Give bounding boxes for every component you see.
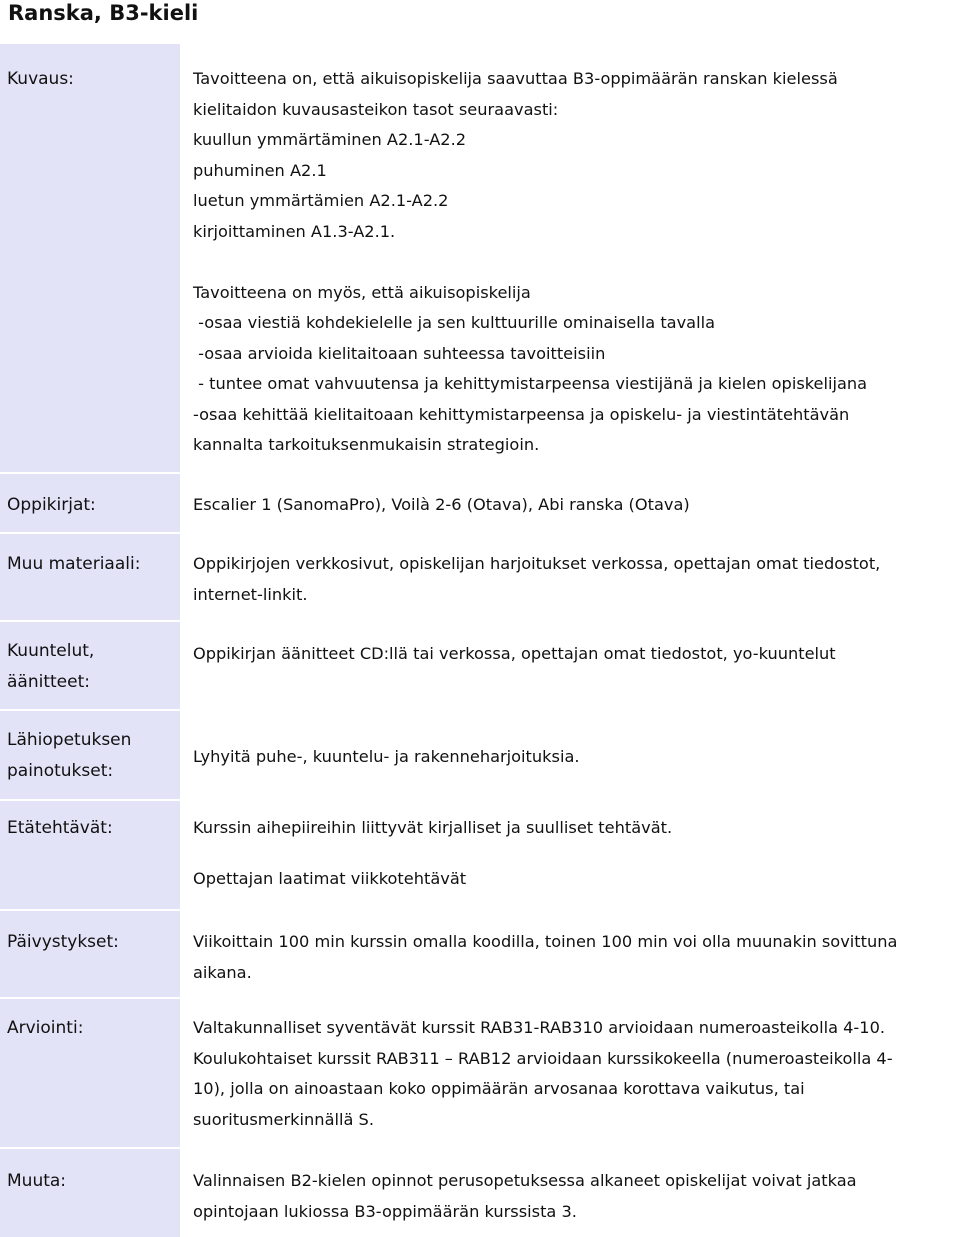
text-line: -osaa viestiä kohdekielelle ja sen kulttuurille ominaisella tavalla <box>193 313 716 332</box>
label-lahiopetus <box>0 711 180 799</box>
label-text: Kuuntelut, <box>7 641 95 661</box>
text-line: kirjoittaminen A1.3-A2.1. <box>193 221 396 241</box>
text-line: Oppikirjojen verkkosivut, opiskelijan harjoitukset verkossa, opettajan omat tiedostot, <box>193 554 881 573</box>
text-line: kuullun ymmärtäminen A2.1-A2.2 <box>193 130 467 149</box>
text-line: Tavoitteena on, että aikuisopiskelija saavuttaa B3-oppimäärän ranskan kielessä <box>193 69 838 88</box>
text-line: Koulukohtaiset kurssit RAB311 – RAB12 arvioidaan kurssikokeella (numeroasteikolla 4- <box>193 1048 893 1068</box>
text-line: Opettajan laatimat viikkotehtävät <box>193 868 467 888</box>
label-text: äänitteet: <box>7 671 90 692</box>
text-line: kielitaidon kuvausasteikon tasot seuraavasti: <box>193 99 559 119</box>
text-line: Viikoittain 100 min kurssin omalla koodilla, toinen 100 min voi olla muunakin sovittuna <box>193 932 898 951</box>
text-line: luetun ymmärtämien A2.1-A2.2 <box>193 191 449 210</box>
text-line: puhuminen A2.1 <box>193 160 327 180</box>
label-text: painotukset: <box>7 760 114 781</box>
row-arviointi <box>0 997 960 1147</box>
label-paivystykset <box>0 911 180 997</box>
content-kuuntelut <box>180 622 960 709</box>
content-muuta <box>180 1149 960 1237</box>
text-line: Kurssin aihepiireihin liittyvät kirjalliset ja suulliset tehtävät. <box>193 818 673 837</box>
course-info-table <box>0 44 960 1237</box>
text-line: Valinnaisen B2-kielen opinnot perusopetuksessa alkaneet opiskelijat voivat jatkaa <box>193 1171 857 1190</box>
text-line: -osaa arvioida kielitaitoaan suhteessa tavoitteisiin <box>193 343 606 363</box>
text-line: Oppikirjan äänitteet CD:llä tai verkossa, opettajan omat tiedostot, yo-kuuntelut <box>193 644 836 663</box>
content-kuvaus <box>180 44 960 472</box>
label-text: Muu materiaali: <box>7 554 141 574</box>
label-text: Arviointi: <box>7 1018 84 1038</box>
label-muu-materiaali <box>0 534 180 620</box>
text-line: aikana. <box>193 962 252 982</box>
text-line: 10), jolla on ainoastaan koko oppimäärän arvosanaa korottava vaikutus, tai <box>193 1079 805 1098</box>
label-text: Muuta: <box>7 1171 67 1191</box>
label-text: Päivystykset: <box>7 932 119 952</box>
page-title: Ranska, B3-kieli <box>8 1 199 25</box>
row-paivystykset <box>0 909 960 997</box>
content-paivystykset <box>180 911 960 997</box>
text-line: -osaa kehittää kielitaitoaan kehittymistarpeensa ja opiskelu- ja viestintätehtävän <box>193 404 850 424</box>
label-oppikirjat <box>0 474 180 532</box>
text-line: kannalta tarkoituksenmukaisin strategioin. <box>193 435 540 454</box>
content-oppikirjat <box>180 474 960 532</box>
row-oppikirjat <box>0 472 960 532</box>
label-text: Lähiopetuksen <box>7 730 132 750</box>
text-line: Valtakunnalliset syventävät kurssit RAB31-RAB310 arvioidaan numeroasteikolla 4-10. <box>193 1018 886 1037</box>
label-kuvaus <box>0 44 180 472</box>
row-etatehtavat <box>0 799 960 909</box>
label-text: Kuvaus: <box>7 69 74 89</box>
row-muu-materiaali <box>0 532 960 620</box>
text-line: opintojaan lukiossa B3-oppimäärän kurssista 3. <box>193 1201 577 1221</box>
row-kuuntelut <box>0 620 960 709</box>
text-line: internet-linkit. <box>193 584 308 604</box>
content-arviointi <box>180 999 960 1147</box>
content-muu-materiaali <box>180 534 960 620</box>
content-lahiopetus <box>180 711 960 799</box>
text-line: Lyhyitä puhe-, kuuntelu- ja rakenneharjoituksia. <box>193 747 580 766</box>
label-etatehtavat <box>0 801 180 909</box>
row-lahiopetus <box>0 709 960 799</box>
text-line: - tuntee omat vahvuutensa ja kehittymistarpeensa viestijänä ja kielen opiskelijana <box>193 374 868 393</box>
label-muuta <box>0 1149 180 1237</box>
text-line: suoritusmerkinnällä S. <box>193 1109 374 1129</box>
text-line: Escalier 1 (SanomaPro), Voilà 2-6 (Otava), Abi ranska (Otava) <box>193 495 690 514</box>
text-line: Tavoitteena on myös, että aikuisopiskelija <box>193 282 531 302</box>
label-text: Oppikirjat: <box>7 495 96 515</box>
label-arviointi <box>0 999 180 1147</box>
blank-line <box>193 247 960 278</box>
row-kuvaus <box>0 44 960 472</box>
content-etatehtavat <box>180 801 960 909</box>
row-muuta <box>0 1147 960 1237</box>
label-text: Etätehtävät: <box>7 818 113 838</box>
label-kuuntelut <box>0 622 180 709</box>
